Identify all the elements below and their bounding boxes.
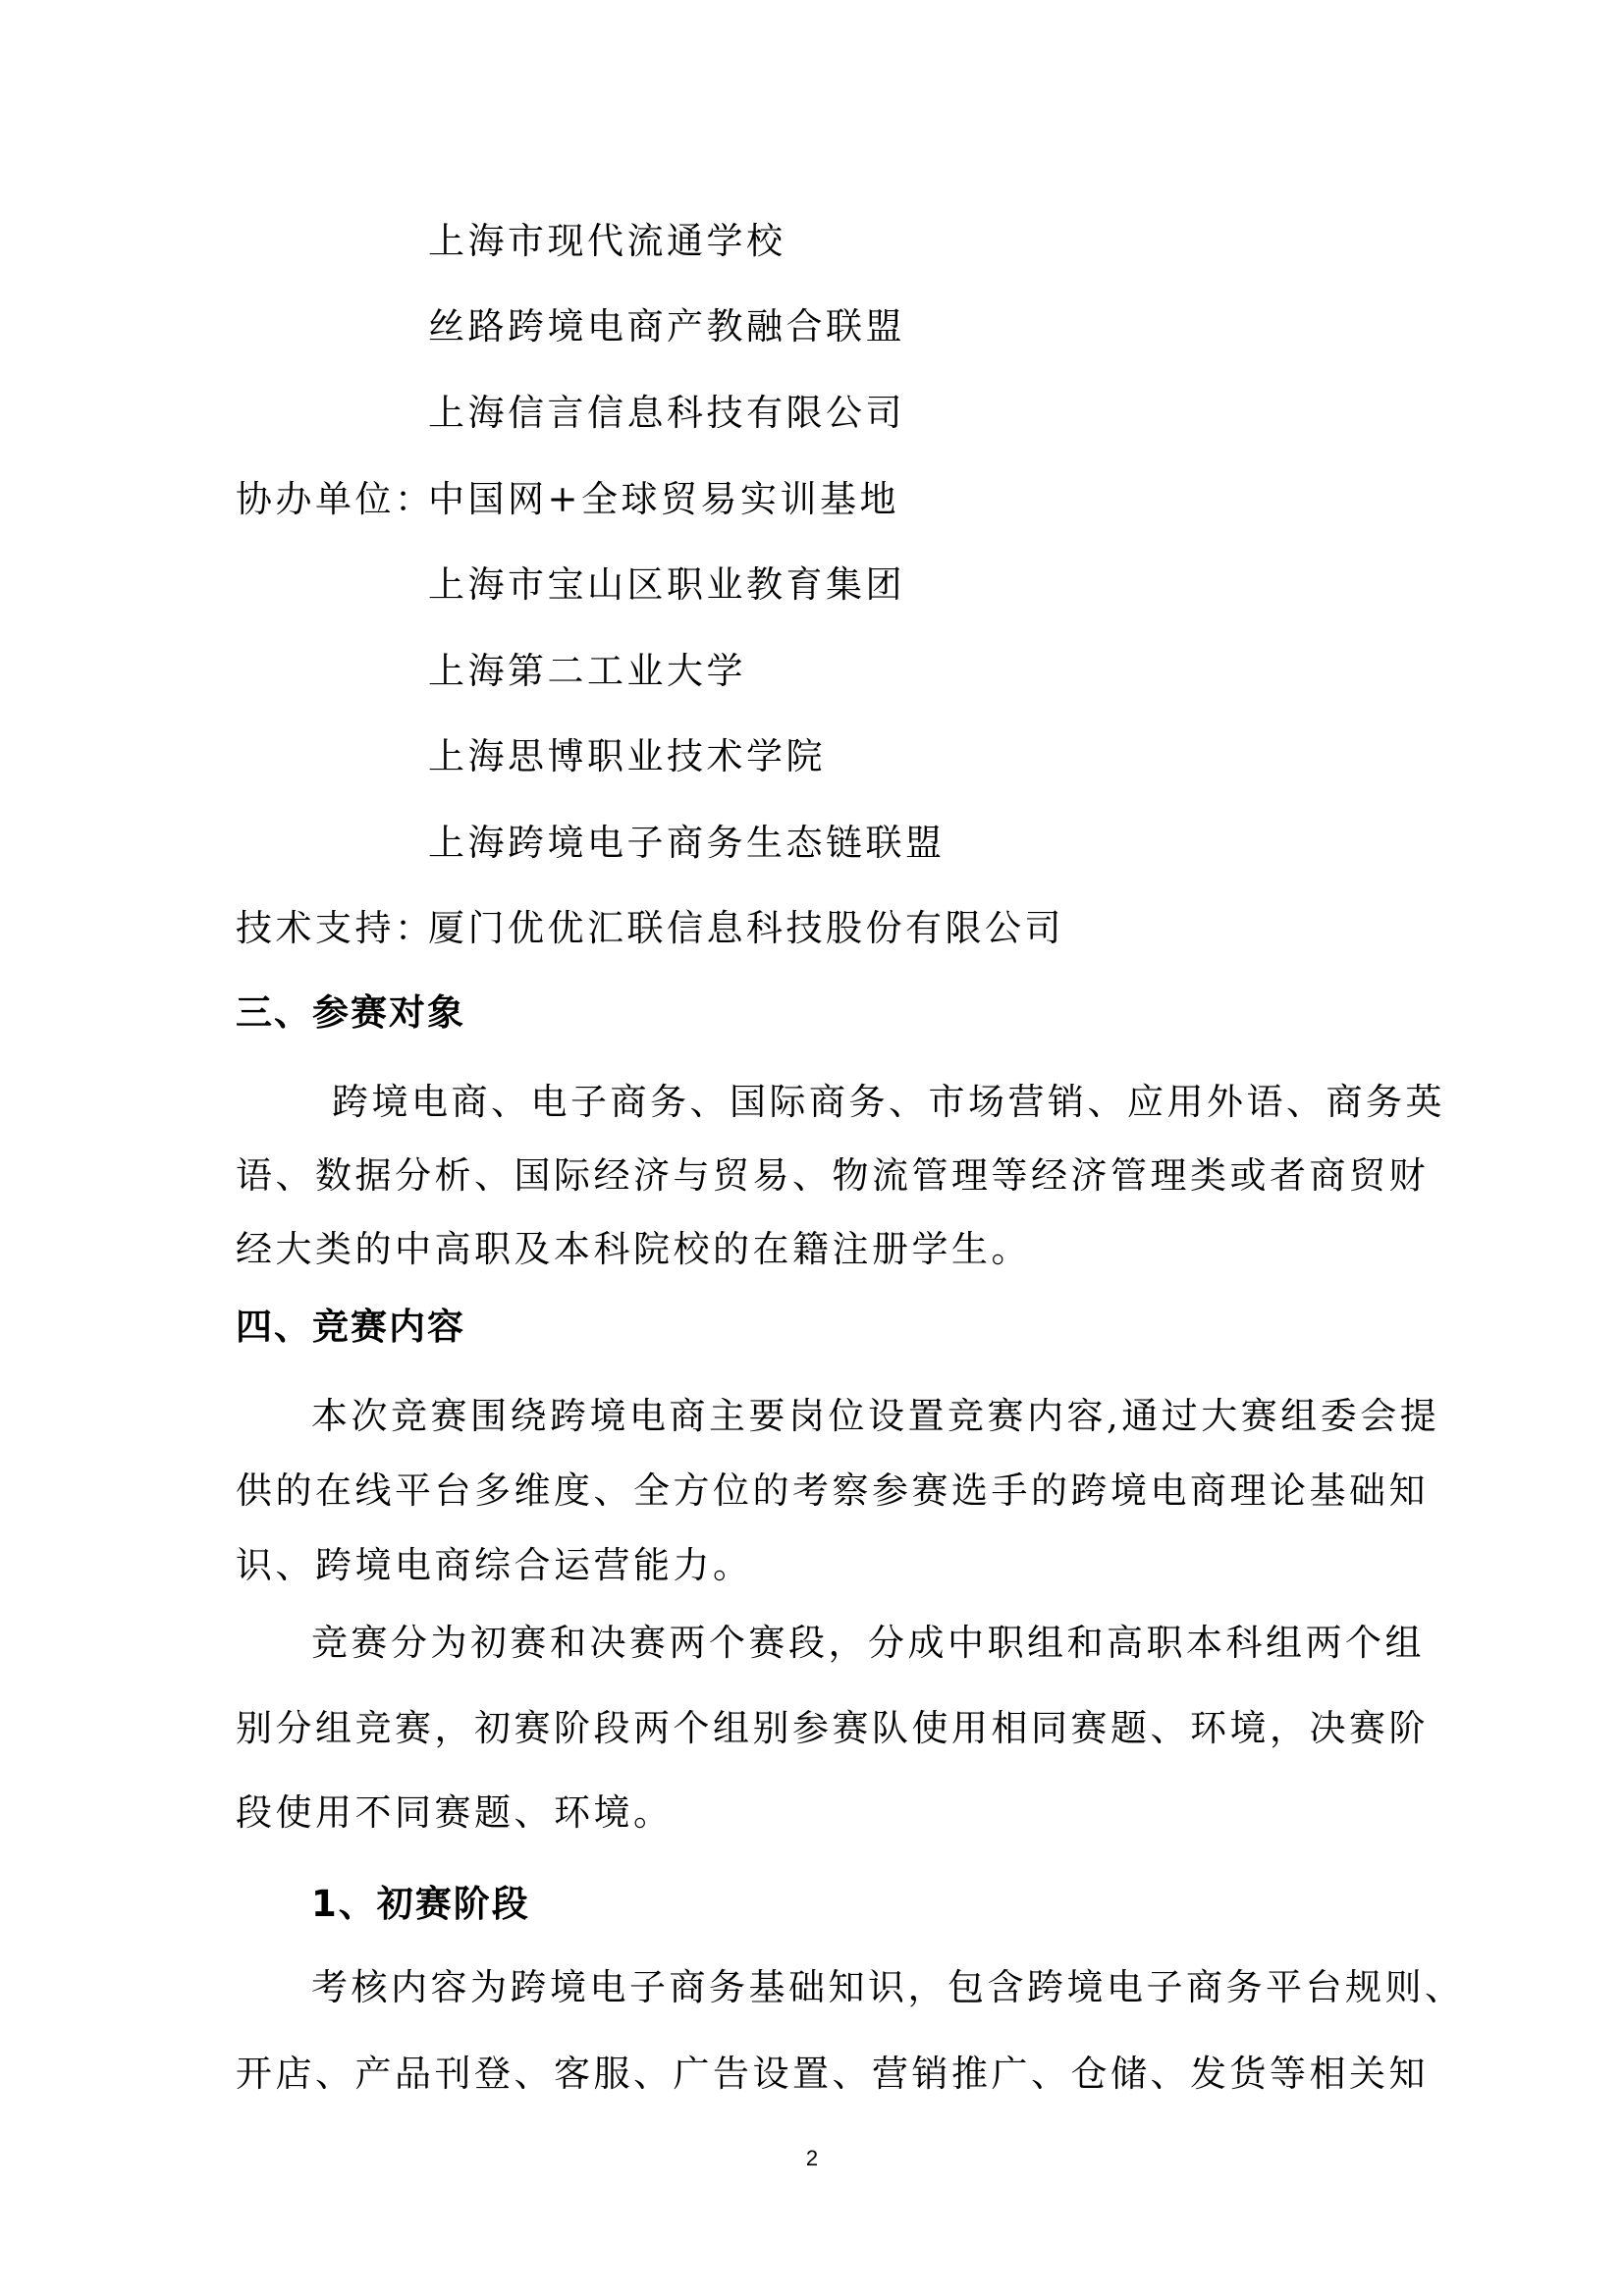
co-organizer-line: 上海市宝山区职业教育集团 [428,563,905,606]
co-organizer-line: 上海第二工业大学 [428,650,746,692]
paragraph-line: 供的在线平台多维度、全方位的考察参赛选手的跨境电商理论基础知 [236,1469,1429,1512]
co-organizers-label: 协办单位： [236,478,435,520]
section-heading: 三、参赛对象 [236,991,465,1034]
paragraph-line: 段使用不同赛题、环境。 [236,1791,674,1834]
co-organizer-line: 上海思博职业技术学院 [428,735,826,777]
section-heading: 四、竞赛内容 [236,1306,465,1348]
co-organizer-line: 中国网+全球贸易实训基地 [428,478,900,520]
paragraph-line: 经大类的中高职及本科院校的在籍注册学生。 [236,1228,1031,1270]
tech-support-value: 厦门优优汇联信息科技股份有限公司 [428,907,1064,949]
paragraph-line: 别分组竞赛，初赛阶段两个组别参赛队使用相同赛题、环境，决赛阶 [236,1707,1429,1749]
paragraph-line: 考核内容为跨境电子商务基础知识，包含跨境电子商务平台规则、 [311,1966,1465,2008]
paragraph-line: 竞赛分为初赛和决赛两个赛段，分成中职组和高职本科组两个组 [311,1622,1425,1664]
subsection-heading: 1、初赛阶段 [311,1883,530,1925]
organizer-line: 丝路跨境电商产教融合联盟 [428,305,905,347]
paragraph-line: 语、数据分析、国际经济与贸易、物流管理等经济管理类或者商贸财 [236,1154,1429,1197]
paragraph-line: 识、跨境电商综合运营能力。 [236,1544,753,1586]
tech-support-label: 技术支持： [236,907,435,949]
paragraph-line: 开店、产品刊登、客服、广告设置、营销推广、仓储、发货等相关知 [236,2053,1429,2095]
organizer-line: 上海市现代流通学校 [428,220,786,262]
paragraph-line: 本次竞赛围绕跨境电商主要岗位设置竞赛内容,通过大赛组委会提 [311,1395,1440,1437]
co-organizer-line: 上海跨境电子商务生态链联盟 [428,822,946,864]
organizer-line: 上海信言信息科技有限公司 [428,392,905,434]
paragraph-line: 跨境电商、电子商务、国际商务、市场营销、应用外语、商务英 [332,1081,1445,1123]
page-number: 2 [805,2146,819,2170]
